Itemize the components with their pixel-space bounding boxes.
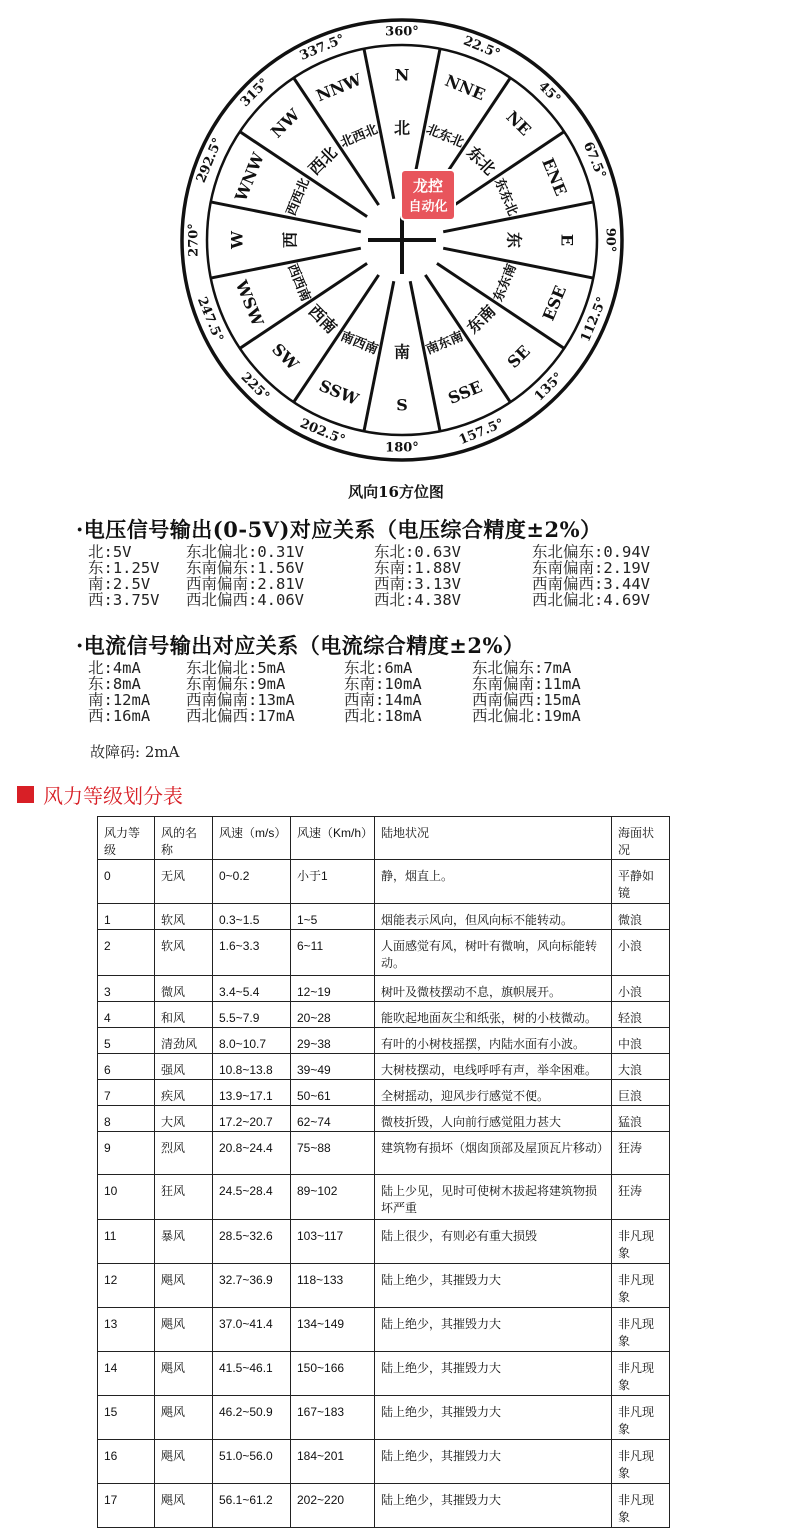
table-cell: 陆上少见，见时可使树木拔起将建筑物损坏严重 (375, 1175, 612, 1220)
degree-label: 180° (385, 440, 419, 456)
table-cell: 46.2~50.9 (213, 1396, 291, 1440)
table-row (98, 976, 670, 1002)
signal-value: 西北偏北:4.69V (532, 591, 650, 609)
table-cell: 陆上绝少，其摧毁力大 (375, 1484, 612, 1528)
signal-value: 西南:14mA (344, 691, 422, 709)
table-cell: 大树枝摆动，电线呼呼有声，举伞困难。 (375, 1054, 612, 1080)
signal-value: 东北偏东:7mA (472, 659, 572, 677)
table-cell: 202~220 (291, 1484, 375, 1528)
sector-cn-label: 南东南 (423, 329, 466, 358)
table-cell: 非凡现象 (612, 1352, 670, 1396)
degree-label: 67.5° (579, 139, 609, 181)
table-cell: 1 (98, 904, 155, 930)
table-cell: 软风 (155, 904, 213, 930)
sector-en-label: S (396, 395, 408, 415)
sector-en-label: ENE (538, 155, 571, 199)
table-cell: 5.5~7.9 (213, 1002, 291, 1028)
degree-label: 225° (237, 369, 273, 405)
table-cell: 大浪 (612, 1054, 670, 1080)
table-cell: 有叶的小树枝摇摆，内陆水面有小波。 (375, 1028, 612, 1054)
table-cell: 全树摇动，迎风步行感觉不便。 (375, 1080, 612, 1106)
sector-divider (410, 281, 440, 431)
degree-label: 157.5° (456, 416, 507, 449)
sector-divider (211, 248, 361, 278)
sector-cn-label: 东东南 (491, 261, 520, 304)
table-cell: 50~61 (291, 1080, 375, 1106)
table-cell: 陆上绝少，其摧毁力大 (375, 1308, 612, 1352)
heading-marker (17, 786, 34, 803)
table-cell: 41.5~46.1 (213, 1352, 291, 1396)
table-cell: 0.3~1.5 (213, 904, 291, 930)
signal-value: 东北偏北:5mA (186, 659, 286, 677)
table-cell: 陆上很少，有则必有重大损毁 (375, 1220, 612, 1264)
sector-en-label: WNW (231, 149, 269, 204)
signal-row (88, 708, 622, 724)
table-cell: 11 (98, 1220, 155, 1264)
degree-label: 112.5° (578, 294, 611, 345)
sector-cn-label: 东 (504, 231, 524, 249)
signal-value: 东南偏南:11mA (472, 675, 581, 693)
sector-en-label: NNE (442, 70, 488, 105)
signal-value: 东北偏东:0.94V (532, 543, 650, 561)
signal-row (88, 660, 622, 676)
table-cell: 非凡现象 (612, 1484, 670, 1528)
table-cell: 15 (98, 1396, 155, 1440)
sector-cn-label: 西北 (304, 142, 341, 179)
table-cell: 树叶及微枝摆动不息，旗帜展开。 (375, 976, 612, 1002)
table-row (98, 860, 670, 904)
table-cell: 1~5 (291, 904, 375, 930)
table-row (98, 904, 670, 930)
sector-cn-label: 北西北 (338, 122, 381, 151)
degree-label: 270° (186, 223, 202, 257)
signal-value: 南:2.5V (88, 575, 151, 593)
table-cell: 14 (98, 1352, 155, 1396)
table-cell: 强风 (155, 1054, 213, 1080)
signal-value: 西北:18mA (344, 707, 422, 725)
table-cell: 6 (98, 1054, 155, 1080)
signal-value: 西北偏北:19mA (472, 707, 581, 725)
signal-value: 东南:10mA (344, 675, 422, 693)
signal-value: 西北偏西:4.06V (186, 591, 304, 609)
signal-value: 东北偏北:0.31V (186, 543, 304, 561)
header-cell: 风速（m/s） (213, 817, 291, 860)
table-cell: 飓风 (155, 1484, 213, 1528)
table-cell: 陆上绝少，其摧毁力大 (375, 1396, 612, 1440)
table-cell: 小浪 (612, 930, 670, 976)
wind-rose-diagram (0, 0, 790, 510)
sector-cn-label: 西南 (304, 301, 341, 338)
sector-en-label: NE (502, 107, 535, 140)
table-header-row (98, 817, 670, 860)
table-cell: 2 (98, 930, 155, 976)
sector-cn-label: 北 (393, 118, 411, 138)
table-cell: 17.2~20.7 (213, 1106, 291, 1132)
signal-value: 西:16mA (88, 707, 151, 725)
current-grid (88, 660, 622, 724)
table-cell: 陆上绝少，其摧毁力大 (375, 1440, 612, 1484)
sector-cn-label: 东北 (463, 142, 500, 179)
table-cell: 37.0~41.4 (213, 1308, 291, 1352)
signal-value: 西北:4.38V (374, 591, 461, 609)
table-row (98, 1175, 670, 1220)
table-cell: 20.8~24.4 (213, 1132, 291, 1175)
table-cell: 无风 (155, 860, 213, 904)
degree-label: 360° (385, 24, 419, 40)
header-cell: 风速（Km/h） (291, 817, 375, 860)
header-cell: 海面状况 (612, 817, 670, 860)
table-cell: 暴风 (155, 1220, 213, 1264)
signal-value: 东南偏东:9mA (186, 675, 286, 693)
table-cell: 16 (98, 1440, 155, 1484)
table-cell: 24.5~28.4 (213, 1175, 291, 1220)
wind-scale-table (97, 816, 670, 1528)
table-cell: 猛浪 (612, 1106, 670, 1132)
table-cell: 134~149 (291, 1308, 375, 1352)
table-cell: 人面感觉有风，树叶有微响，风向标能转动。 (375, 930, 612, 976)
table-cell: 非凡现象 (612, 1396, 670, 1440)
sector-divider (364, 281, 394, 431)
table-cell: 软风 (155, 930, 213, 976)
degree-label: 22.5° (461, 33, 503, 63)
sector-divider (443, 248, 593, 278)
table-cell: 56.1~61.2 (213, 1484, 291, 1528)
header-cell: 风的名称 (155, 817, 213, 860)
sector-en-label: SSE (445, 376, 485, 408)
degree-label: 202.5° (297, 416, 348, 449)
signal-row (88, 592, 682, 608)
signal-value: 西南偏西:3.44V (532, 575, 650, 593)
table-cell: 陆上绝少，其摧毁力大 (375, 1264, 612, 1308)
signal-row (88, 692, 622, 708)
table-cell: 能吹起地面灰尘和纸张，树的小枝微动。 (375, 1002, 612, 1028)
signal-row (88, 560, 682, 576)
table-cell: 非凡现象 (612, 1220, 670, 1264)
table-cell: 非凡现象 (612, 1440, 670, 1484)
table-cell: 9 (98, 1132, 155, 1175)
wind-scale-title: 风力等级划分表 (43, 786, 183, 808)
table-row (98, 1054, 670, 1080)
sector-cn-label: 南西南 (338, 329, 381, 358)
table-row (98, 1396, 670, 1440)
table-cell: 8 (98, 1106, 155, 1132)
table-cell: 飓风 (155, 1352, 213, 1396)
sector-en-label: W (227, 231, 247, 249)
table-row (98, 1308, 670, 1352)
table-cell: 13.9~17.1 (213, 1080, 291, 1106)
table-cell: 29~38 (291, 1028, 375, 1054)
table-row (98, 1352, 670, 1396)
table-cell: 17 (98, 1484, 155, 1528)
table-row (98, 1484, 670, 1528)
sector-en-label: NNW (313, 69, 365, 106)
signal-value: 东北:6mA (344, 659, 413, 677)
table-row (98, 1440, 670, 1484)
voltage-title: ·电压信号输出(0-5V)对应关系（电压综合精度±2%） (76, 517, 602, 542)
signal-value: 西南偏南:2.81V (186, 575, 304, 593)
wind-scale-heading (17, 780, 183, 809)
table-cell: 4 (98, 1002, 155, 1028)
table-cell: 3 (98, 976, 155, 1002)
degree-label: 247.5° (193, 294, 226, 345)
header-cell: 风力等级 (98, 817, 155, 860)
table-cell: 7 (98, 1080, 155, 1106)
signal-value: 北:5V (88, 543, 132, 561)
table-cell: 狂涛 (612, 1132, 670, 1175)
signal-value: 西北偏西:17mA (186, 707, 295, 725)
signal-value: 西南:3.13V (374, 575, 461, 593)
table-row (98, 1264, 670, 1308)
table-cell: 10.8~13.8 (213, 1054, 291, 1080)
signal-row (88, 576, 682, 592)
table-cell: 飓风 (155, 1440, 213, 1484)
table-cell: 建筑物有损坏（烟囱顶部及屋顶瓦片移动） (375, 1132, 612, 1175)
signal-value: 东南:1.88V (374, 559, 461, 577)
table-cell: 1.6~3.3 (213, 930, 291, 976)
table-cell: 中浪 (612, 1028, 670, 1054)
sector-en-label: ESE (538, 282, 571, 324)
table-cell: 微浪 (612, 904, 670, 930)
degree-label: 135° (531, 369, 567, 405)
current-title: ·电流信号输出对应关系（电流综合精度±2%） (76, 633, 525, 658)
table-cell: 非凡现象 (612, 1264, 670, 1308)
table-row (98, 1132, 670, 1175)
sector-en-label: SW (268, 339, 303, 374)
signal-value: 西南偏西:15mA (472, 691, 581, 709)
diagram-caption: 风向16方位图 (348, 483, 444, 501)
signal-value: 东:8mA (88, 675, 141, 693)
table-cell: 清劲风 (155, 1028, 213, 1054)
table-cell: 巨浪 (612, 1080, 670, 1106)
table-cell: 89~102 (291, 1175, 375, 1220)
sector-cn-label: 南 (393, 342, 411, 362)
table-cell: 和风 (155, 1002, 213, 1028)
signal-value: 西南偏南:13mA (186, 691, 295, 709)
table-cell: 20~28 (291, 1002, 375, 1028)
table-cell: 28.5~32.6 (213, 1220, 291, 1264)
sector-cn-label: 东南 (463, 301, 500, 338)
sector-en-label: E (557, 233, 577, 247)
table-row (98, 1220, 670, 1264)
table-cell: 狂涛 (612, 1175, 670, 1220)
signal-value: 西:3.75V (88, 591, 160, 609)
sector-en-label: SE (503, 341, 534, 372)
table-cell: 烈风 (155, 1132, 213, 1175)
table-cell: 5 (98, 1028, 155, 1054)
table-cell: 6~11 (291, 930, 375, 976)
table-cell: 非凡现象 (612, 1308, 670, 1352)
degree-label: 90° (602, 227, 618, 253)
sector-cn-label: 西西北 (284, 176, 313, 219)
table-cell: 微枝折毁，人向前行感觉阻力甚大 (375, 1106, 612, 1132)
signal-value: 东北:0.63V (374, 543, 461, 561)
table-row (98, 1080, 670, 1106)
table-cell: 13 (98, 1308, 155, 1352)
table-cell: 103~117 (291, 1220, 375, 1264)
signal-row (88, 544, 682, 560)
sector-en-label: SSW (316, 375, 362, 410)
voltage-grid (88, 544, 682, 608)
table-cell: 烟能表示风向，但风向标不能转动。 (375, 904, 612, 930)
signal-value: 东:1.25V (88, 559, 160, 577)
table-row (98, 930, 670, 976)
degree-label: 315° (237, 75, 273, 111)
table-cell: 8.0~10.7 (213, 1028, 291, 1054)
table-cell: 12~19 (291, 976, 375, 1002)
fault-code: 故障码: 2mA (90, 743, 180, 761)
signal-value: 东南偏南:2.19V (532, 559, 650, 577)
header-cell: 陆地状况 (375, 817, 612, 860)
sector-cn-label: 西西南 (284, 261, 313, 304)
table-cell: 75~88 (291, 1132, 375, 1175)
table-cell: 167~183 (291, 1396, 375, 1440)
table-cell: 62~74 (291, 1106, 375, 1132)
table-cell: 飓风 (155, 1308, 213, 1352)
signal-value: 南:12mA (88, 691, 151, 709)
table-cell: 0 (98, 860, 155, 904)
sector-cn-label: 东东北 (491, 176, 520, 219)
degree-label: 45° (535, 78, 564, 107)
logo-text-line2: 自动化 (408, 199, 448, 215)
table-cell: 3.4~5.4 (213, 976, 291, 1002)
table-cell: 狂风 (155, 1175, 213, 1220)
table-cell: 平静如镜 (612, 860, 670, 904)
table-cell: 32.7~36.9 (213, 1264, 291, 1308)
table-cell: 10 (98, 1175, 155, 1220)
table-cell: 小于1 (291, 860, 375, 904)
table-cell: 疾风 (155, 1080, 213, 1106)
table-cell: 飓风 (155, 1396, 213, 1440)
signal-value: 东南偏东:1.56V (186, 559, 304, 577)
table-cell: 静，烟直上。 (375, 860, 612, 904)
sector-cn-label: 北东北 (423, 122, 466, 151)
logo-text-line1: 龙控 (412, 177, 444, 195)
degree-label: 292.5° (193, 135, 226, 186)
table-cell: 12 (98, 1264, 155, 1308)
table-row (98, 1106, 670, 1132)
signal-row (88, 676, 622, 692)
table-cell: 0~0.2 (213, 860, 291, 904)
sector-en-label: WSW (231, 277, 268, 329)
table-row (98, 1002, 670, 1028)
table-row (98, 1028, 670, 1054)
table-cell: 39~49 (291, 1054, 375, 1080)
table-cell: 大风 (155, 1106, 213, 1132)
table-cell: 陆上绝少，其摧毁力大 (375, 1352, 612, 1396)
table-cell: 轻浪 (612, 1002, 670, 1028)
signal-value: 北:4mA (88, 659, 141, 677)
sector-cn-label: 西 (280, 231, 300, 249)
table-cell: 118~133 (291, 1264, 375, 1308)
sector-en-label: N (394, 65, 410, 85)
table-cell: 150~166 (291, 1352, 375, 1396)
table-cell: 飓风 (155, 1264, 213, 1308)
table-cell: 184~201 (291, 1440, 375, 1484)
table-cell: 小浪 (612, 976, 670, 1002)
table-cell: 51.0~56.0 (213, 1440, 291, 1484)
table-cell: 微风 (155, 976, 213, 1002)
degree-label: 337.5° (297, 31, 348, 64)
sector-en-label: NW (267, 105, 304, 142)
